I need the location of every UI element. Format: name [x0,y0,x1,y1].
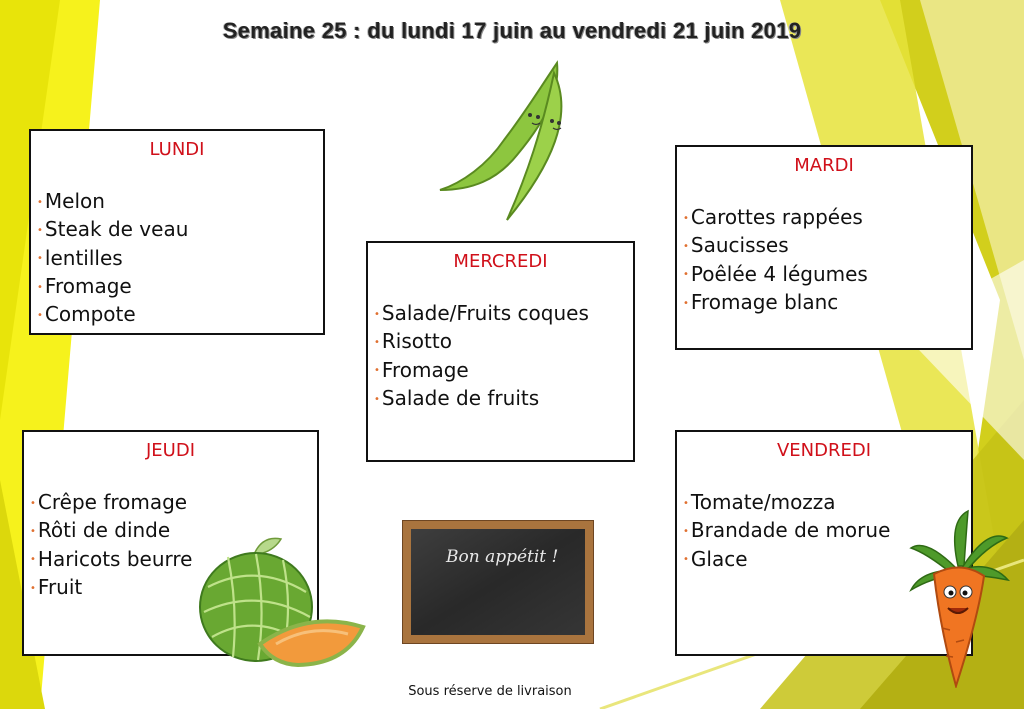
list-item: • Glace [683,546,971,574]
list-item: • Rôti de dinde [30,517,317,545]
chalkboard-icon [402,520,594,644]
list-item: • Salade de fruits [374,385,633,413]
menu-box-mercredi [366,241,635,462]
melon-icon [198,532,366,667]
menu-list-lundi [31,188,323,329]
day-heading-lundi: LUNDI [149,139,205,160]
list-item: • Tomate/mozza [683,489,971,517]
list-item: • Risotto [374,328,633,356]
list-item: • lentilles [37,245,323,273]
carrot-icon [906,508,1011,688]
list-item: • Haricots beurre [30,546,317,574]
page-title: Semaine 25 : du lundi 17 juin au vendredi 21 juin 2019 [222,18,802,43]
list-item: • Compote [37,301,323,329]
day-heading-vendredi: VENDREDI [776,440,872,461]
list-item: • Salade/Fruits coques [374,300,633,328]
green-beans-icon [432,55,582,225]
list-item: • Brandade de morue [683,517,971,545]
day-heading-jeudi: JEUDI [145,440,196,461]
menu-list-mercredi [368,300,633,413]
menu-list-mardi [677,204,971,317]
chalkboard-text: Bon appétit ! [446,547,559,567]
list-item: • Fruit [30,574,317,602]
footer-note: Sous réserve de livraison [408,684,572,699]
list-item: • Fromage [37,273,323,301]
list-item: • Saucisses [683,232,971,260]
day-heading-mercredi: MERCREDI [453,251,548,272]
day-heading-mardi: MARDI [794,155,854,176]
list-item: • Carottes rappées [683,204,971,232]
menu-box-mardi [675,145,973,350]
list-item: • Fromage blanc [683,289,971,317]
list-item: • Fromage [374,357,633,385]
list-item: • Steak de veau [37,216,323,244]
menu-box-lundi [29,129,325,335]
list-item: • Crêpe fromage [30,489,317,517]
list-item: • Melon [37,188,323,216]
list-item: • Poêlée 4 légumes [683,261,971,289]
